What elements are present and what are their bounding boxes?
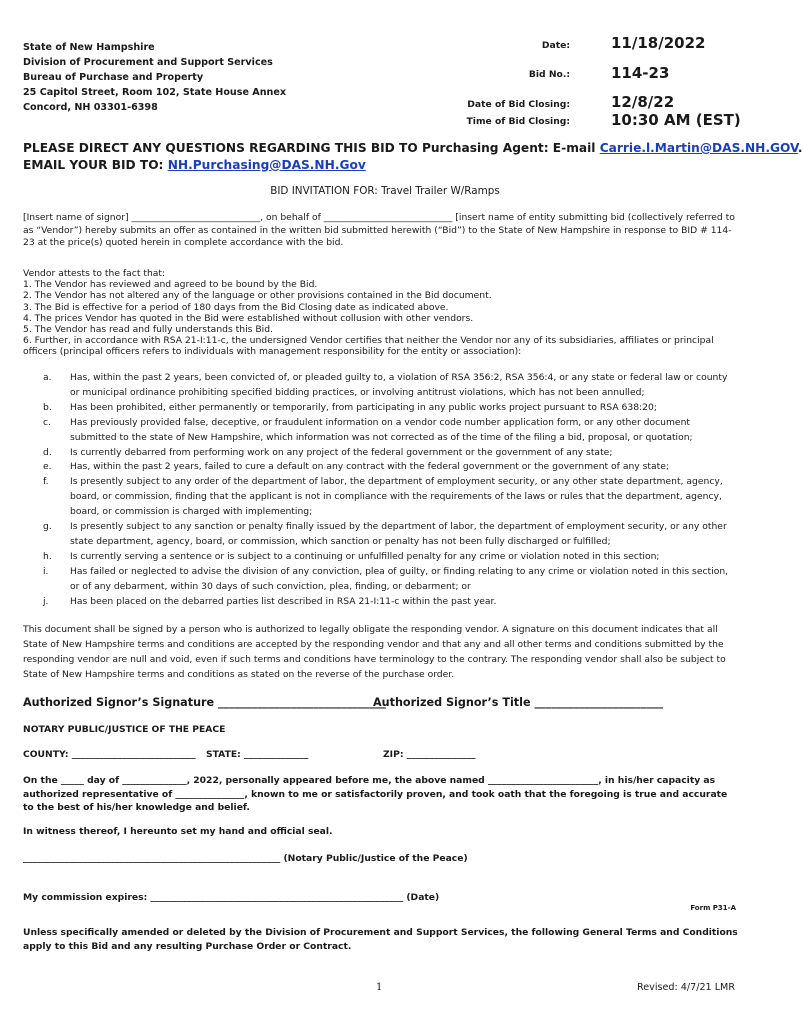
attestation-item: 1. The Vendor has reviewed and agreed to be bound by the Bid. — [23, 279, 318, 291]
notary-location-row — [23, 749, 738, 763]
subitem-text: Has, within the past 2 years, failed to cure a default on any contract with the federal government or the government of any state; — [70, 461, 669, 473]
form-number: Form P31-A — [690, 904, 736, 912]
subitem-letter: d. — [43, 446, 52, 458]
contact-line-suffix: . — [797, 141, 803, 155]
subitem — [40, 460, 730, 475]
subitem-text: Is presently subject to any sanction or penalty finally issued by the department of labor, the department of employment security, or any other state department, agency, board, or commission, which sanction or penalty has not been fully discharged or fulfilled; — [70, 521, 727, 547]
county-field[interactable]: COUNTY: ___________________________ — [23, 749, 196, 760]
subitem — [40, 401, 730, 416]
revision-note: Revised: 4/7/21 LMR — [637, 982, 735, 993]
agency-line: Division of Procurement and Support Services — [23, 57, 273, 68]
notary-signature-field[interactable]: ________________________________________________________ (Notary Public/Justice of the Peace) — [23, 853, 468, 864]
signor-signature-field[interactable]: Authorized Signor’s Signature ______________________________ — [23, 696, 386, 709]
subitem-text: Is currently debarred from performing work on any project of the federal government or the government of any state; — [70, 446, 613, 458]
subitem-text: Has failed or neglected to advise the division of any conviction, plea of guilty, or finding relating to any crime or violation noted in this section, or of any debarment, within 30 days of such conviction, plea, finding, or debarment; or — [70, 565, 729, 592]
bid-number-value: 114-23 — [611, 64, 670, 82]
attestation-item: 5. The Vendor has read and fully understands this Bid. — [23, 324, 273, 336]
bid-closing-time-label: Time of Bid Closing: — [466, 116, 570, 127]
subitem-letter: h. — [43, 550, 52, 562]
subitem — [40, 520, 730, 550]
bid-invitation-title: BID INVITATION FOR: Travel Trailer W/Ramps — [270, 185, 500, 197]
subitem-text: Has been prohibited, either permanently or temporarily, from participating in any public works project pursuant to RSA 638:20; — [70, 401, 657, 413]
signature-row — [23, 696, 664, 709]
subitem — [40, 446, 730, 461]
authorization-paragraph: This document shall be signed by a person who is authorized to legally obligate the responding vendor. A signature on this document indicates that all State of New Hampshire terms and conditions are accepted by the responding vendor and that any and all other terms and conditions submitted by the responding vendor are null and void, even if such terms and conditions have terminology to the contrary. The responding vendor shall also be subject to State of New Hampshire terms and conditions as stated on the reverse of the purchase order. — [23, 624, 726, 680]
state-field[interactable]: STATE: ______________ — [206, 749, 309, 760]
intro-paragraph — [23, 212, 738, 250]
contact-instructions — [23, 140, 803, 174]
agency-line: 25 Capitol Street, Room 102, State House Annex — [23, 87, 287, 98]
notary-heading: NOTARY PUBLIC/JUSTICE OF THE PEACE — [23, 724, 226, 735]
witness-statement: In witness thereof, I hereunto set my hand and official seal. — [23, 826, 333, 837]
intro-text: [Insert name of signor] ____________________________, on behalf of ____________________________ [insert name of entity submitting bid (collectively referred to as “Vendor”) hereby submits an offer as contained in the written bid submitted herewith (“Bid”) to the State of New Hampshire in response to BID # 114-23 at the price(s) quoted herein in complete accordance with the bid. — [23, 212, 735, 249]
subitem-letter: a. — [43, 372, 52, 383]
bid-email-link[interactable]: NH.Purchasing@DAS.NH.Gov — [167, 158, 366, 172]
commission-expires-field[interactable]: My commission expires: _______________________________________________________ (Date) — [23, 892, 440, 903]
agent-email-link[interactable]: Carrie.l.Martin@DAS.NH.GOV — [599, 141, 798, 155]
date-value: 11/18/2022 — [611, 34, 706, 52]
subitem-text: Is currently serving a sentence or is subject to a continuing or unfulfilled penalty for any crime or violation noted in this section; — [70, 550, 660, 562]
subitem-letter: g. — [43, 521, 52, 533]
date-label: Date: — [541, 40, 570, 51]
subitem-letter: j. — [43, 595, 49, 607]
subitem — [40, 371, 730, 401]
bid-closing-time-value: 10:30 AM (EST) — [611, 111, 741, 129]
attestation-item: 4. The prices Vendor has quoted in the Bid were established without collusion with other vendors. — [23, 312, 474, 324]
signor-title-field[interactable]: Authorized Signor’s Title _______________________ — [373, 696, 664, 709]
zip-field[interactable]: ZIP: _______________ — [383, 749, 476, 760]
general-terms-notice: Unless specifically amended or deleted by the Division of Procurement and Support Services, the following General Terms and Conditions apply to this Bid and any resulting Purchase Order or Contract. — [23, 927, 738, 953]
bid-closing-date-value: 12/8/22 — [611, 93, 675, 111]
subitem-letter: f. — [43, 476, 49, 488]
subitem — [40, 565, 730, 595]
agency-line: Concord, NH 03301-6398 — [23, 102, 158, 113]
subitem-text: Has, within the past 2 years, been convicted of, or pleaded guilty to, a violation of RSA 356:2, RSA 356:4, or any state or federal law or county or municipal ordinance prohibiting specified bidding practices, or involving antitrust violations, which has not been annulled; — [70, 372, 728, 398]
bid-number-label: Bid No.: — [528, 69, 570, 80]
subitem-letter: i. — [43, 565, 49, 577]
subitem — [40, 595, 730, 610]
subitem-text: Has been placed on the debarred parties list described in RSA 21-I:11-c within the past year. — [70, 595, 497, 607]
subitem — [40, 475, 730, 520]
subitem — [40, 416, 730, 446]
attestation-lead: Vendor attests to the fact that: — [23, 268, 166, 279]
attestation-item: 2. The Vendor has not altered any of the language or other provisions contained in the Bid document. — [23, 290, 492, 302]
subitem-text: Is presently subject to any order of the department of labor, the department of employment security, or any other state department, agency, board, or commission, finding that the applicant is not in compliance with the requirements of the laws or rules that the department, agency, board, or commission is charged with implementing; — [70, 476, 723, 518]
subitem-letter: c. — [43, 416, 51, 428]
agency-address — [23, 40, 286, 115]
page-number: 1 — [376, 982, 383, 993]
agency-line: State of New Hampshire — [23, 42, 155, 53]
bid-closing-date-label: Date of Bid Closing: — [467, 99, 570, 110]
email-bid-prefix: EMAIL YOUR BID TO: — [23, 158, 168, 172]
subitem-letter: b. — [43, 401, 52, 413]
attestation-list — [23, 268, 738, 358]
subitem — [40, 550, 730, 565]
notary-attestation: On the _____ day of ______________, 2022, personally appeared before me, the above named ________________________, in his/her capacity as authorized representative of _______________, known to me or satisfactorily proven, and took oath that the foregoing is true and accurate to the best of his/her knowledge and belief. — [23, 775, 728, 814]
agency-line: Bureau of Purchase and Property — [23, 72, 204, 83]
attestation-item: 3. The Bid is effective for a period of 180 days from the Bid Closing date as indicated above. — [23, 301, 449, 313]
attestation-item: 6. Further, in accordance with RSA 21-I:11-c, the undersigned Vendor certifies that neither the Vendor nor any of its subsidiaries, affiliates or principal officers (principal officers refers to individuals with management responsibility for the entity or association): — [23, 335, 714, 358]
subitem-letter: e. — [43, 461, 52, 473]
attestation-subitems — [40, 371, 730, 610]
subitem-text: Has previously provided false, deceptive, or fraudulent information on a vendor code number application form, or any other document submitted to the state of New Hampshire, which information was not corrected as of the time of the filing a bid, proposal, or quotation; — [70, 416, 693, 443]
contact-line-prefix: PLEASE DIRECT ANY QUESTIONS REGARDING THIS BID TO Purchasing Agent: E-mail — [23, 141, 600, 155]
